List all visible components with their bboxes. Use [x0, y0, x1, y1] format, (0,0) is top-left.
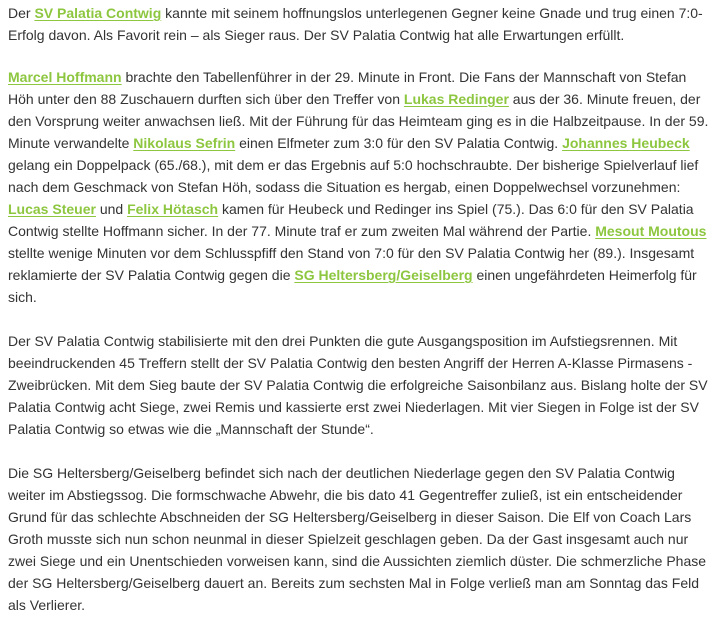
player-link-lukas-redinger[interactable]: Lukas Redinger — [403, 91, 509, 107]
player-link-lucas-steuer[interactable]: Lucas Steuer — [8, 201, 96, 217]
player-link-marcel-hoffmann[interactable]: Marcel Hoffmann — [8, 69, 122, 85]
text-segment: kannte mit seinem hoffnungslos unterlegenen Gegner keine Gnade und trug einen 7:0-Erfolg davon. Als Favorit rein – als Sieger raus. Der SV Palatia Contwig hat alle Erwartungen erfüllt. — [8, 5, 703, 43]
paragraph-home-team-analysis — [8, 330, 712, 440]
team-link-sv-palatia-contwig[interactable]: SV Palatia Contwig — [34, 5, 162, 21]
text-segment: brachte den Tabellenführer in der 29. Minute in Front. Die Fans der Mannschaft von Stefan Höh unter den 88 Zuschauern durften sich über den Treffer von — [8, 69, 687, 107]
text-segment: einen Elfmeter zum 3:0 für den SV Palatia Contwig. — [235, 135, 563, 151]
team-link-sg-heltersberg-geiselberg[interactable]: SG Heltersberg/Geiselberg — [294, 267, 473, 283]
text-segment: gelang ein Doppelpack (65./68.), mit dem er das Ergebnis auf 5:0 hochschraubte. Der bisherige Spielverlauf lief nach dem Geschmack von Stefan Höh, sodass die Situation es hergab, einen Doppelwechsel vorzunehmen: — [8, 157, 699, 195]
paragraph-intro — [8, 0, 712, 46]
text-segment: und — [95, 201, 128, 217]
player-link-johannes-heubeck[interactable]: Johannes Heubeck — [562, 135, 690, 151]
text-segment: Der — [8, 5, 35, 21]
player-link-mesout-moutous[interactable]: Mesout Moutous — [595, 223, 707, 239]
player-link-nikolaus-sefrin[interactable]: Nikolaus Sefrin — [133, 135, 236, 151]
paragraph-away-team-analysis — [8, 462, 712, 616]
text-segment: Die SG Heltersberg/Geiselberg befindet sich nach der deutlichen Niederlage gegen den SV Palatia Contwig weiter im Abstiegssog. Die formschwache Abwehr, die bis dato 41 Gegentreffer zuließ, ist ein entscheidender Grund für das schlechte Abschneiden der SG Heltersberg/Geiselberg in dieser Saison. Die Elf von Coach Lars Groth musste sich nun schon neunmal in dieser Spielzeit geschlagen geben. Da der Gast insgesamt auch nur zwei Siege und ein Unentschieden vorweisen kann, sind die Aussichten ziemlich düster. Die schmerzliche Phase der SG Heltersberg/Geiselberg dauert an. Bereits zum sechsten Mal in Folge verließ man am Sonntag das Feld als Verlierer. — [8, 465, 707, 613]
text-segment: aus der 36. Minute freuen, der den Vorsprung weiter anwachsen ließ. Mit der Führung für das Heimteam ging es in die Halbzeitpause. In der 59. Minute verwandelte — [8, 91, 709, 151]
player-link-felix-hoetasch[interactable]: Felix Hötasch — [127, 201, 219, 217]
text-segment: kamen für Heubeck und Redinger ins Spiel (75.). Das 6:0 für den SV Palatia Contwig stellte Hoffmann sicher. In der 77. Minute traf er zum zweiten Mal während der Partie. — [8, 201, 694, 239]
paragraph-match-report — [8, 66, 712, 308]
text-segment: stellte wenige Minuten vor dem Schlusspfiff den Stand von 7:0 für den SV Palatia Contwig her (89.). Insgesamt reklamierte der SV Palatia Contwig gegen die — [8, 245, 695, 283]
text-segment: Der SV Palatia Contwig stabilisierte mit den drei Punkten die gute Ausgangsposition im Aufstiegsrennen. Mit beeindruckenden 45 Treffern stellt der SV Palatia Contwig den besten Angriff der Herren A-Klasse Pirmasens - Zweibrücken. Mit dem Sieg baute der SV Palatia Contwig die erfolgreiche Saisonbilanz aus. Bislang holte der SV Palatia Contwig acht Siege, zwei Remis und kassierte erst zwei Niederlagen. Mit vier Siegen in Folge ist der SV Palatia Contwig so etwas wie die „Mannschaft der Stunde“. — [8, 333, 708, 437]
text-segment: einen ungefährdeten Heimerfolg für sich. — [8, 267, 697, 305]
